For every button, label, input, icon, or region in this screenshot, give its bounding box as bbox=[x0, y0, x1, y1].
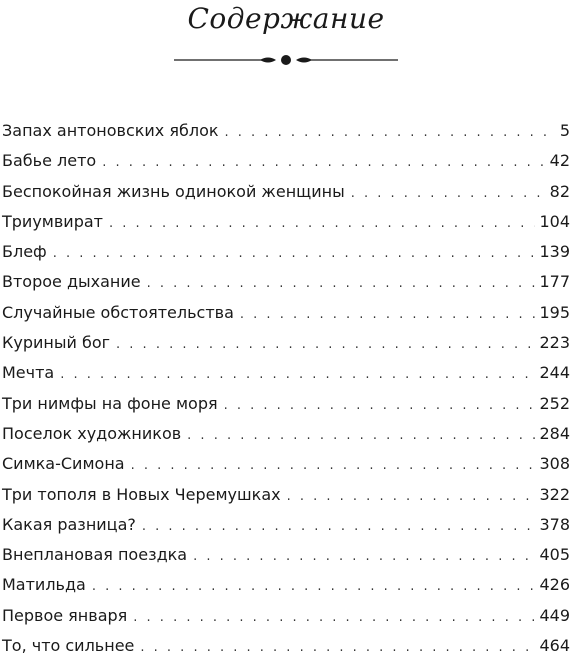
toc-entry[interactable] bbox=[2, 358, 570, 388]
toc-entry-page-number: 104 bbox=[539, 211, 570, 231]
toc-entry-page-number: 252 bbox=[539, 393, 570, 413]
toc-entry-title: Второе дыхание bbox=[2, 272, 141, 292]
dot-leader bbox=[287, 482, 536, 512]
toc-entry[interactable] bbox=[2, 237, 570, 267]
dot-leader bbox=[92, 572, 536, 602]
toc-entry[interactable] bbox=[2, 116, 570, 146]
toc-entry-title: Первое января bbox=[2, 605, 128, 625]
toc-entry[interactable] bbox=[2, 419, 570, 449]
toc-entry-title: Мечта bbox=[2, 363, 55, 383]
toc-entry[interactable] bbox=[2, 267, 570, 297]
toc-entry-page-number: 244 bbox=[539, 363, 570, 383]
toc-entry-page-number: 5 bbox=[559, 121, 570, 140]
page-title: Содержание bbox=[187, 2, 385, 35]
toc-entry[interactable] bbox=[2, 540, 570, 570]
toc-entry-page-number: 322 bbox=[539, 484, 570, 504]
dot-leader bbox=[131, 451, 536, 481]
toc-entry[interactable] bbox=[2, 570, 570, 600]
toc-entry-page-number: 82 bbox=[549, 181, 570, 201]
toc-entry-page-number: 464 bbox=[539, 636, 570, 656]
toc-entry-page-number: 405 bbox=[539, 545, 570, 565]
toc-entry-page-number: 426 bbox=[539, 575, 570, 595]
dot-leader bbox=[193, 542, 535, 572]
dot-leader bbox=[60, 360, 535, 390]
dot-leader bbox=[351, 179, 546, 209]
dot-leader bbox=[147, 269, 536, 299]
toc-entry[interactable] bbox=[2, 207, 570, 237]
toc-entry-page-number: 378 bbox=[539, 514, 570, 534]
toc-entry-title: То, что сильнее bbox=[2, 636, 135, 656]
toc-entry-title: Три тополя в Новых Черемушках bbox=[2, 484, 281, 504]
divider-ornament bbox=[172, 50, 400, 70]
toc-entry-title: Внеплановая поездка bbox=[2, 545, 188, 565]
toc-entry-page-number: 223 bbox=[539, 333, 570, 353]
toc-entry-title: Какая разница? bbox=[2, 514, 136, 534]
toc-entry-title: Три нимфы на фоне моря bbox=[2, 393, 218, 413]
dot-leader bbox=[102, 148, 545, 178]
dot-leader bbox=[142, 512, 536, 542]
toc-entry[interactable] bbox=[2, 177, 570, 207]
toc-entry-page-number: 139 bbox=[539, 242, 570, 262]
dot-leader bbox=[187, 421, 535, 451]
toc-entry-page-number: 449 bbox=[539, 605, 570, 625]
dot-leader bbox=[133, 603, 535, 633]
toc-entry-title: Матильда bbox=[2, 575, 86, 595]
table-of-contents bbox=[2, 116, 570, 661]
toc-entry[interactable] bbox=[2, 601, 570, 631]
toc-entry[interactable] bbox=[2, 449, 570, 479]
toc-entry-title: Поселок художников bbox=[2, 423, 182, 443]
toc-entry[interactable] bbox=[2, 146, 570, 176]
toc-entry[interactable] bbox=[2, 480, 570, 510]
toc-entry-title: Симка-Симона bbox=[2, 454, 125, 474]
toc-entry[interactable] bbox=[2, 389, 570, 419]
toc-entry-title: Куриный бог bbox=[2, 333, 111, 353]
toc-entry-page-number: 284 bbox=[539, 423, 570, 443]
toc-entry[interactable] bbox=[2, 298, 570, 328]
dot-leader bbox=[116, 330, 535, 360]
toc-entry-page-number: 42 bbox=[549, 151, 570, 171]
toc-entry-title: Триумвират bbox=[2, 211, 103, 231]
toc-entry[interactable] bbox=[2, 631, 570, 661]
toc-entry[interactable] bbox=[2, 510, 570, 540]
dot-leader bbox=[240, 300, 536, 330]
toc-entry-page-number: 177 bbox=[539, 272, 570, 292]
toc-entry-title: Блеф bbox=[2, 242, 47, 262]
toc-entry[interactable] bbox=[2, 328, 570, 358]
toc-entry-title: Случайные обстоятельства bbox=[2, 302, 234, 322]
toc-entry-page-number: 195 bbox=[539, 302, 570, 322]
dot-leader bbox=[140, 633, 535, 663]
toc-entry-page-number: 308 bbox=[539, 454, 570, 474]
dot-leader bbox=[225, 118, 556, 148]
toc-entry-title: Запах антоновских яблок bbox=[2, 121, 219, 140]
dot-leader bbox=[109, 209, 535, 239]
dot-leader bbox=[224, 391, 536, 421]
toc-entry-title: Бабье лето bbox=[2, 151, 97, 171]
toc-entry-title: Беспокойная жизнь одинокой женщины bbox=[2, 181, 345, 201]
dot-leader bbox=[53, 239, 536, 269]
